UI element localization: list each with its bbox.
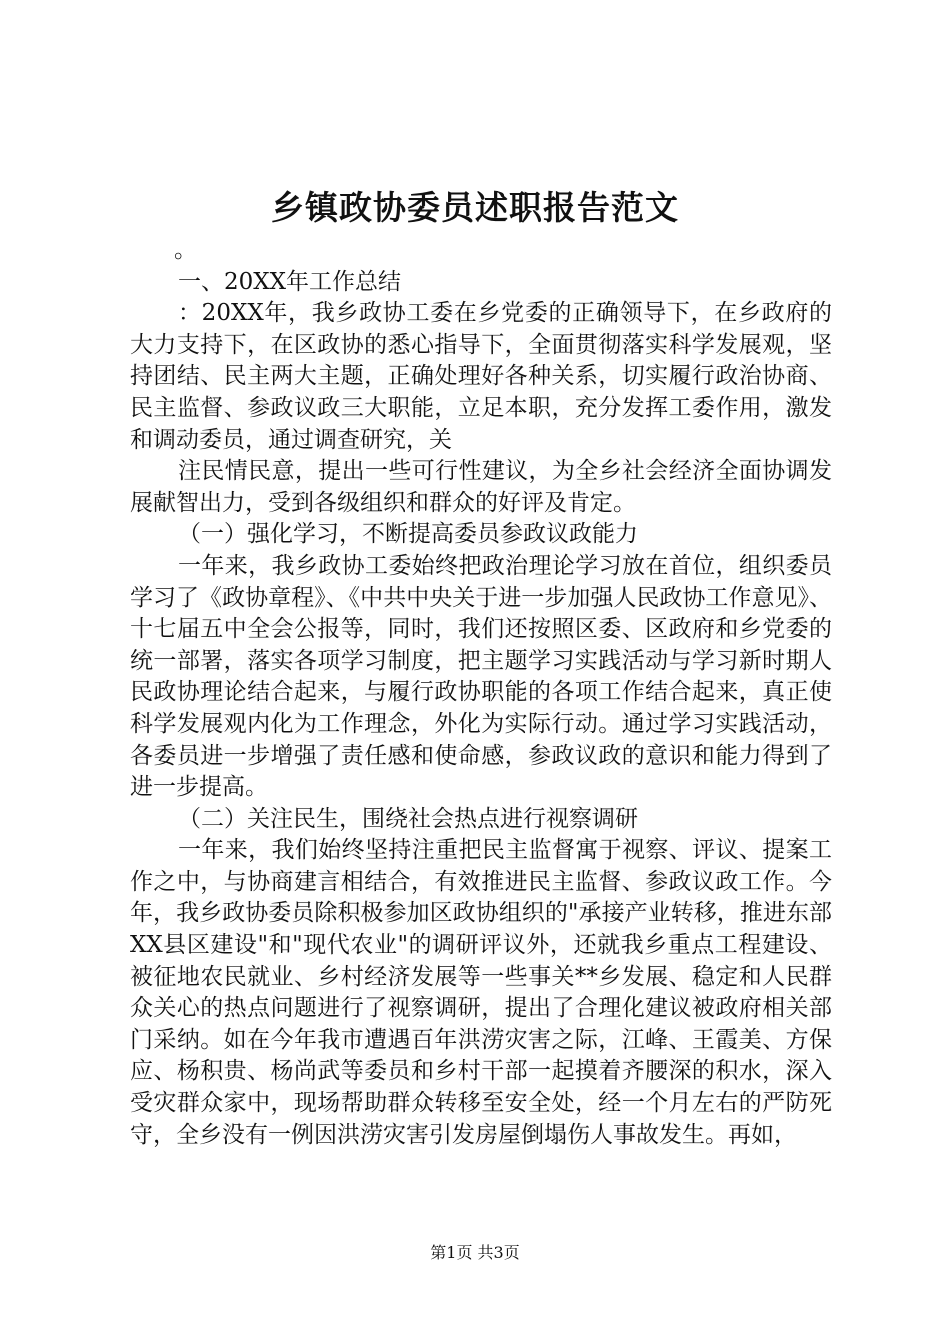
document-body	[130, 235, 832, 1151]
document-title: 乡镇政协委员述职报告范文	[271, 188, 679, 227]
section-heading-summary: 一、20XX年工作总结	[178, 268, 402, 295]
page-footer: 第1页 共3页	[430, 1243, 520, 1262]
paragraph-overview-continued: 注民情民意，提出一些可行性建议，为全乡社会经济全面协调发展献智出力，受到各级组织和群众的好评及肯定。	[130, 458, 832, 516]
paragraph-overview: ：20XX年，我乡政协工委在乡党委的正确领导下，在乡政府的大力支持下，在区政协的悉心指导下，全面贯彻落实科学发展观，坚持团结、民主两大主题，正确处理好各种关系，切实履行政治协商、民主监督、参政议政三大职能，立足本职，充分发挥工委作用，激发和调动委员，通过调查研究，关	[130, 300, 832, 453]
paragraph-study: 一年来，我乡政协工委始终把政治理论学习放在首位，组织委员学习了《政协章程》、《中共中央关于进一步加强人民政协工作意见》、十七届五中全会公报等，同时，我们还按照区委、区政府和乡党委的统一部署，落实各项学习制度，把主题学习实践活动与学习新时期人民政协理论结合起来，与履行政协职能的各项工作结合起来，真正使科学发展观内化为工作理念，外化为实际行动。通过学习实践活动，各委员进一步增强了责任感和使命感，参政议政的意识和能力得到了进一步提高。	[130, 552, 832, 801]
subheading-study: （一）强化学习，不断提高委员参政议政能力	[178, 521, 638, 548]
paragraph-livelihood: 一年来，我们始终坚持注重把民主监督寓于视察、评议、提案工作之中，与协商建言相结合，有效推进民主监督、参政议政工作。今年，我乡政协委员除积极参加区政协组织的"承接产业转移，推进东部XX县区建设"和"现代农业"的调研评议外，还就我乡重点工程建设、被征地农民就业、乡村经济发展等一些事关**乡发展、稳定和人民群众关心的热点问题进行了视察调研，提出了合理化建议被政府相关部门采纳。如在今年我市遭遇百年洪涝灾害之际，江峰、王霞美、方保应、杨积贵、杨尚武等委员和乡村干部一起摸着齐腰深的积水，深入受灾群众家中，现场帮助群众转移至安全处，经一个月左右的严防死守，全乡没有一例因洪涝灾害引发房屋倒塌伤人事故发生。再如，	[130, 837, 832, 1148]
subheading-livelihood: （二）关注民生，围绕社会热点进行视察调研	[178, 805, 638, 832]
paragraph-mark: 。	[174, 237, 197, 263]
